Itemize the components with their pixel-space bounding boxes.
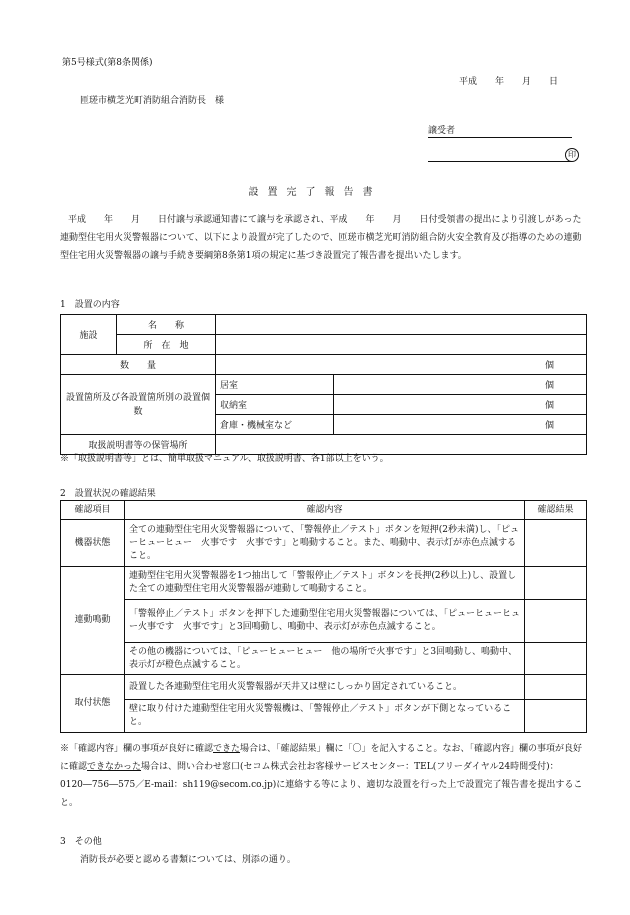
col-content-header: 確認内容 <box>125 501 525 520</box>
linked-alarm-text-1: 連動型住宅用火災警報器を1つ抽出して「警報停止／テスト」ボタンを長押(2秒以上)し、設置した全ての連動型住宅用火災警報器が連動して鳴動すること。 <box>125 567 525 600</box>
linked-alarm-result-1[interactable] <box>525 567 587 600</box>
room-label: 居室 <box>216 375 334 395</box>
note-part: ※「確認内容」欄の事項が良好に確認 <box>60 744 214 754</box>
name-cell[interactable] <box>216 315 587 335</box>
note-part: 場合は、「確認結果」欄に「〇」を記入すること。なお、「確認内容」欄の事項が良好に確認 <box>60 744 583 772</box>
manual-storage-label: 取扱説明書等の保管場所 <box>61 435 216 455</box>
recipient: 匝瑳市横芝光町消防組合消防長 様 <box>80 96 225 106</box>
linked-alarm-text-3: その他の機器については、「ピューヒューヒュー 他の場所で火事です」と3回鳴動し、鳴動中、表示灯が橙色点滅すること。 <box>125 643 525 675</box>
installation-table <box>60 314 587 455</box>
mounting-result-1[interactable] <box>525 675 587 700</box>
check-table <box>60 500 587 733</box>
seal-mark: 印 <box>565 148 579 162</box>
note-part: 場合は、問い合わせ窓口(セコム株式会社お客様サービスセンター：TEL(フリーダイヤル24時間受付)：0120―756―575／E-mail：sh119@secom.co.jp)に連絡する等により、適切な設置を行った上で設置完了報告書を提出すること。 <box>60 762 583 808</box>
section1-heading: 1 設置の内容 <box>60 300 120 310</box>
linked-alarm-text-2: 「警報停止／テスト」ボタンを押下した連動型住宅用火災警報器については、「ピューヒューヒュー火事です 火事です」と3回鳴動し、鳴動中、表示灯が赤色点滅すること。 <box>125 600 525 643</box>
manual-note: ※「取扱説明書等」とは、簡単取扱マニュアル、取扱説明書、各1部以上をいう。 <box>60 454 389 464</box>
unit-label: 個 <box>544 381 554 391</box>
transferee-field[interactable] <box>428 123 572 138</box>
warehouse-label: 倉庫・機械室など <box>216 415 334 435</box>
section3-heading: 3 その他 <box>60 837 102 847</box>
signature-line[interactable] <box>428 148 572 162</box>
mounting-text-1: 設置した各連動型住宅用火災警報器が天井又は壁にしっかり固定されていること。 <box>125 675 525 700</box>
linked-alarm-label: 連動鳴動 <box>61 567 125 675</box>
mounting-label: 取付状態 <box>61 675 125 733</box>
col-item-header: 確認項目 <box>61 501 125 520</box>
section2-heading: 2 設置状況の確認結果 <box>60 489 156 499</box>
linked-alarm-result-3[interactable] <box>525 643 587 675</box>
unit-label: 個 <box>544 401 554 411</box>
mounting-text-2: 壁に取り付けた連動型住宅用火災警報機は、「警報停止／テスト」ボタンが下側となっていること。 <box>125 700 525 733</box>
room-count-cell[interactable] <box>334 375 587 395</box>
unit-label: 個 <box>544 361 554 371</box>
quantity-cell[interactable] <box>216 355 587 375</box>
date-line: 平成 年 月 日 <box>459 77 559 87</box>
address-cell[interactable] <box>216 335 587 355</box>
warehouse-count-cell[interactable] <box>334 415 587 435</box>
note-underline: できなかった <box>87 762 142 772</box>
linked-alarm-result-2[interactable] <box>525 600 587 643</box>
facility-label: 施設 <box>61 315 117 355</box>
storage-count-cell[interactable] <box>334 395 587 415</box>
device-status-label: 機器状態 <box>61 520 125 567</box>
device-status-text: 全ての連動型住宅用火災警報器について、「警報停止／テスト」ボタンを短押(2秒未満)し、「ピューヒューヒュー 火事です 火事です」と鳴動すること。また、鳴動中、表示灯が赤色点滅すること。 <box>125 520 525 567</box>
col-result-header: 確認結果 <box>525 501 587 520</box>
quantity-label: 数 量 <box>61 355 216 375</box>
transferee-label: 譲受者 <box>428 126 456 136</box>
unit-label: 個 <box>544 421 554 431</box>
note-underline: できた <box>213 744 241 754</box>
device-status-result[interactable] <box>525 520 587 567</box>
intro-paragraph: 平成 年 月 日付譲与承認通知書にて譲与を承認され、平成 年 月 日付受領書の提出により引渡しがあった連動型住宅用火災警報器について、以下により設置が完了したので、匝瑳市横芝光町消防組合防火安全教育及び指導のための連動型住宅用火災警報器の譲与手続き要綱第8条第1項の規定に基づき設置完了報告書を提出いたします。 <box>60 215 582 261</box>
document-title: 設置完了報告書 <box>248 187 382 198</box>
name-label: 名 称 <box>117 315 216 335</box>
section3-body: 消防長が必要と認める書類については、別添の通り。 <box>80 855 296 865</box>
check-note <box>60 740 584 812</box>
address-label: 所 在 地 <box>117 335 216 355</box>
form-number: 第5号様式(第8条関係) <box>62 58 153 68</box>
placement-label: 設置箇所及び各設置箇所別の設置個数 <box>61 375 216 435</box>
storage-label: 収納室 <box>216 395 334 415</box>
mounting-result-2[interactable] <box>525 700 587 733</box>
